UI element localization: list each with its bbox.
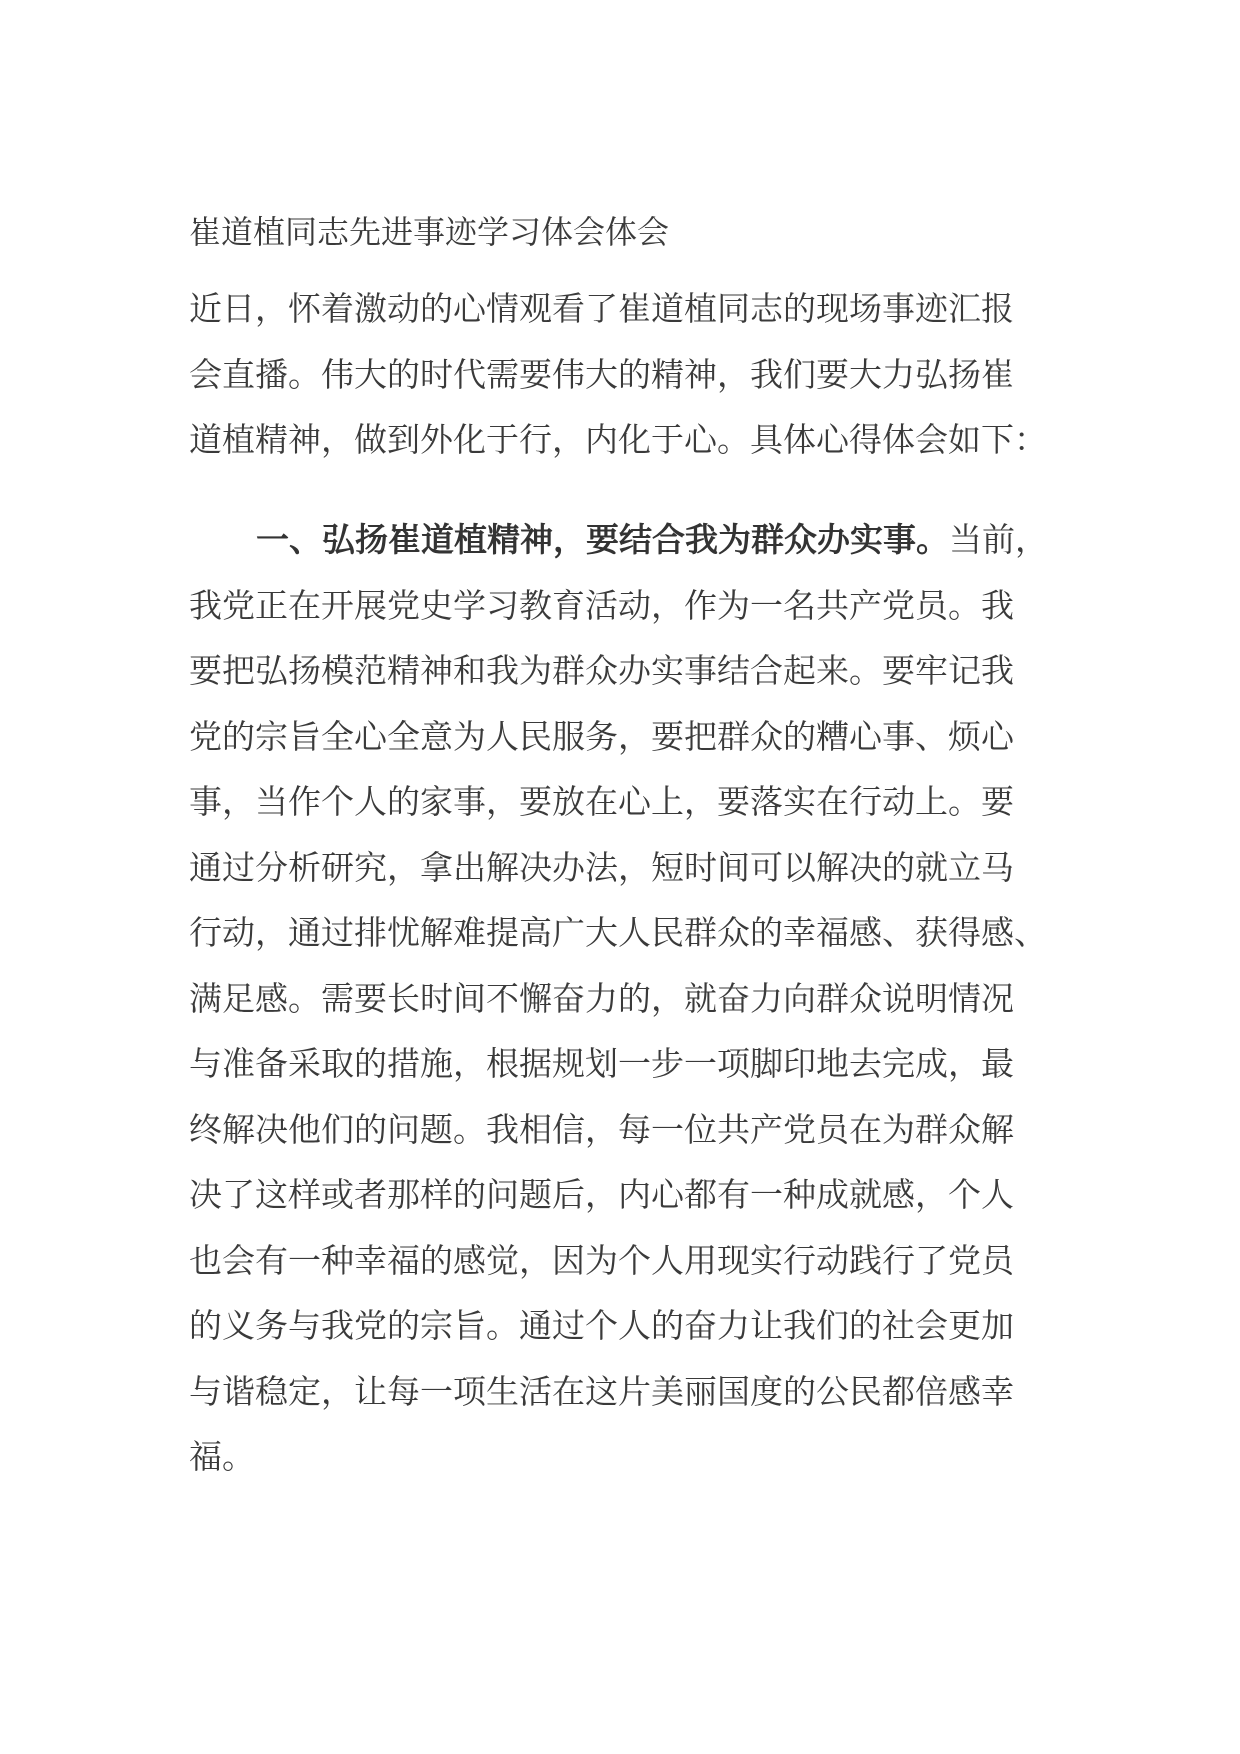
section-1-heading: 一、弘扬崔道植精神，要结合我为群众办实事。 <box>256 520 949 559</box>
text-line: 近日，怀着激动的心情观看了崔道植同志的现场事迹汇报 <box>189 289 1014 328</box>
section-1-first-line <box>189 507 1089 573</box>
document-title: 崔道植同志先进事迹学习体会体会 <box>189 213 670 251</box>
text-line: 的义务与我党的宗旨。通过个人的奋力让我们的社会更加 <box>189 1306 1014 1345</box>
text-line: 我党正在开展党史学习教育活动，作为一名共产党员。我 <box>189 585 1014 625</box>
text-line: 事，当作个人的家事，要放在心上，要落实在行动上。要 <box>189 782 1014 821</box>
text-line: 道植精神，做到外化于行，内化于心。具体心得体会如下： <box>189 420 1047 459</box>
text-line: 与准备采取的措施，根据规划一步一项脚印地去完成，最 <box>189 1044 1014 1083</box>
text-line: 福。 <box>189 1437 255 1476</box>
text-line: 终解决他们的问题。我相信，每一位共产党员在为群众解 <box>189 1109 1014 1149</box>
intro-paragraph <box>189 276 1089 473</box>
text-line: 通过分析研究，拿出解决办法，短时间可以解决的就立马 <box>189 847 1014 887</box>
text-line: 满足感。需要长时间不懈奋力的，就奋力向群众说明情况 <box>189 978 1014 1018</box>
text-line: 与谐稳定，让每一项生活在这片美丽国度的公民都倍感幸 <box>189 1371 1014 1411</box>
text-fragment: 当前， <box>949 520 1048 559</box>
text-line: 党的宗旨全心全意为人民服务，要把群众的糟心事、烦心 <box>189 716 1014 756</box>
text-line: 决了这样或者那样的问题后，内心都有一种成就感，个人 <box>189 1175 1014 1214</box>
text-line: 会直播。伟大的时代需要伟大的精神，我们要大力弘扬崔 <box>189 354 1014 394</box>
section-1-paragraph <box>189 507 1089 1490</box>
text-line: 行动，通过排忧解难提高广大人民群众的幸福感、获得感、 <box>189 913 1047 952</box>
text-line: 要把弘扬模范精神和我为群众办实事结合起来。要牢记我 <box>189 651 1014 690</box>
text-line: 也会有一种幸福的感觉，因为个人用现实行动践行了党员 <box>189 1240 1014 1280</box>
